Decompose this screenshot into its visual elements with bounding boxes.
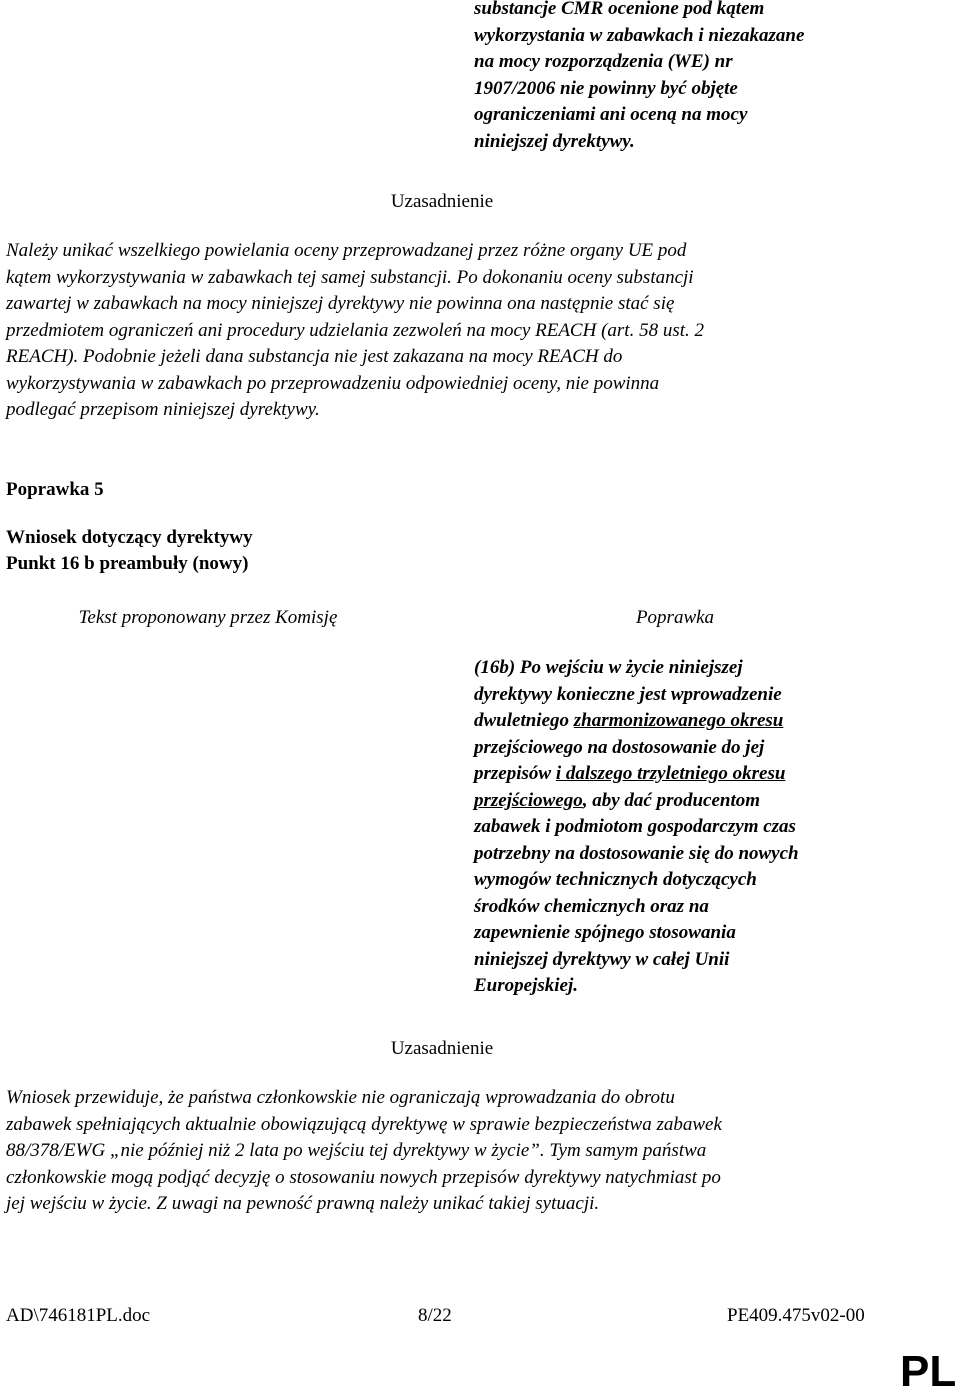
amendment-title: Poprawka 5 <box>6 479 104 500</box>
text-line: dwuletniego zharmonizowanego okresu <box>474 710 784 731</box>
footer-language-code: PL <box>900 1347 957 1396</box>
text-line: (16b) Po wejściu w życie niniejszej <box>474 657 743 678</box>
text-line: dyrektywy konieczne jest wprowadzenie <box>474 683 782 705</box>
point-line: Punkt 16 b preambuły (nowy) <box>6 553 249 574</box>
text-line: środków chemicznych oraz na <box>474 895 709 917</box>
amendment-text <box>474 655 894 1000</box>
text-line: podlegać przepisom niniejszej dyrektywy. <box>6 399 320 420</box>
proposal-line: Wniosek dotyczący dyrektywy <box>6 527 253 548</box>
text-line: 88/378/EWG „nie później niż 2 lata po wejściu tej dyrektywy w życie”. Tym samym państwa <box>6 1140 707 1161</box>
text-line: Wniosek przewiduje, że państwa członkowskie nie ograniczają wprowadzania do obrotu <box>6 1087 675 1108</box>
text-line: zabawek i podmiotom gospodarczym czas <box>474 816 796 837</box>
justification-heading: Uzasadnienie <box>390 191 494 212</box>
text-line: zapewnienie spójnego stosowania <box>474 922 736 943</box>
amendment-continuation <box>474 0 894 155</box>
text-line: kątem wykorzystywania w zabawkach tej samej substancji. Po dokonaniu oceny substancji <box>6 266 694 288</box>
justification-heading: Uzasadnienie <box>390 1038 494 1059</box>
text-line: niniejszej dyrektywy w całej Unii <box>474 948 730 970</box>
column-header-commission: Tekst proponowany przez Komisję <box>78 607 338 628</box>
text-line: zawartej w zabawkach na mocy niniejszej dyrektywy nie powinna ona następnie stać się <box>6 293 675 314</box>
footer-pe-ref: PE409.475v02-00 <box>727 1305 865 1326</box>
text-line: wykorzystania w zabawkach i niezakazane <box>474 24 805 46</box>
text-line: substancje CMR ocenione pod kątem <box>474 0 765 19</box>
text-line: na mocy rozporządzenia (WE) nr <box>474 51 733 72</box>
text-line: członkowskie mogą podjąć decyzję o stosowaniu nowych przepisów dyrektywy natychmiast po <box>6 1166 721 1188</box>
text-line: niniejszej dyrektywy. <box>474 130 635 152</box>
text-line: 1907/2006 nie powinny być objęte <box>474 77 738 99</box>
text-line: przepisów i dalszego trzyletniego okresu <box>474 763 786 784</box>
justification-paragraph <box>6 238 886 424</box>
text-line: zabawek spełniających aktualnie obowiązującą dyrektywę w sprawie bezpieczeństwa zabawek <box>6 1113 722 1135</box>
text-line: REACH). Podobnie jeżeli dana substancja nie jest zakazana na mocy REACH do <box>6 346 623 367</box>
text-line: przedmiotem ograniczeń ani procedury udzielania zezwoleń na mocy REACH (art. 58 ust. 2 <box>6 319 704 341</box>
footer-page-number: 8/22 <box>418 1305 452 1326</box>
text-line: Europejskiej. <box>474 975 578 996</box>
amendment-reference <box>6 525 253 577</box>
justification-paragraph <box>6 1085 886 1218</box>
text-line: przejściowego na dostosowanie do jej <box>474 736 765 758</box>
text-line: wymogów technicznych dotyczących <box>474 869 757 890</box>
footer-doc-ref: AD\746181PL.doc <box>6 1305 151 1326</box>
column-header-amendment: Poprawka <box>635 607 715 628</box>
text-line: jej wejściu w życie. Z uwagi na pewność prawną należy unikać takiej sytuacji. <box>6 1193 600 1214</box>
text-line: wykorzystywania w zabawkach po przeprowadzeniu odpowiedniej oceny, nie powinna <box>6 372 660 394</box>
text-line: ograniczeniami ani oceną na mocy <box>474 104 748 125</box>
text-line: przejściowego, aby dać producentom <box>474 789 761 811</box>
text-line: Należy unikać wszelkiego powielania oceny przeprowadzanej przez różne organy UE pod <box>6 240 687 261</box>
text-line: potrzebny na dostosowanie się do nowych <box>474 842 799 864</box>
